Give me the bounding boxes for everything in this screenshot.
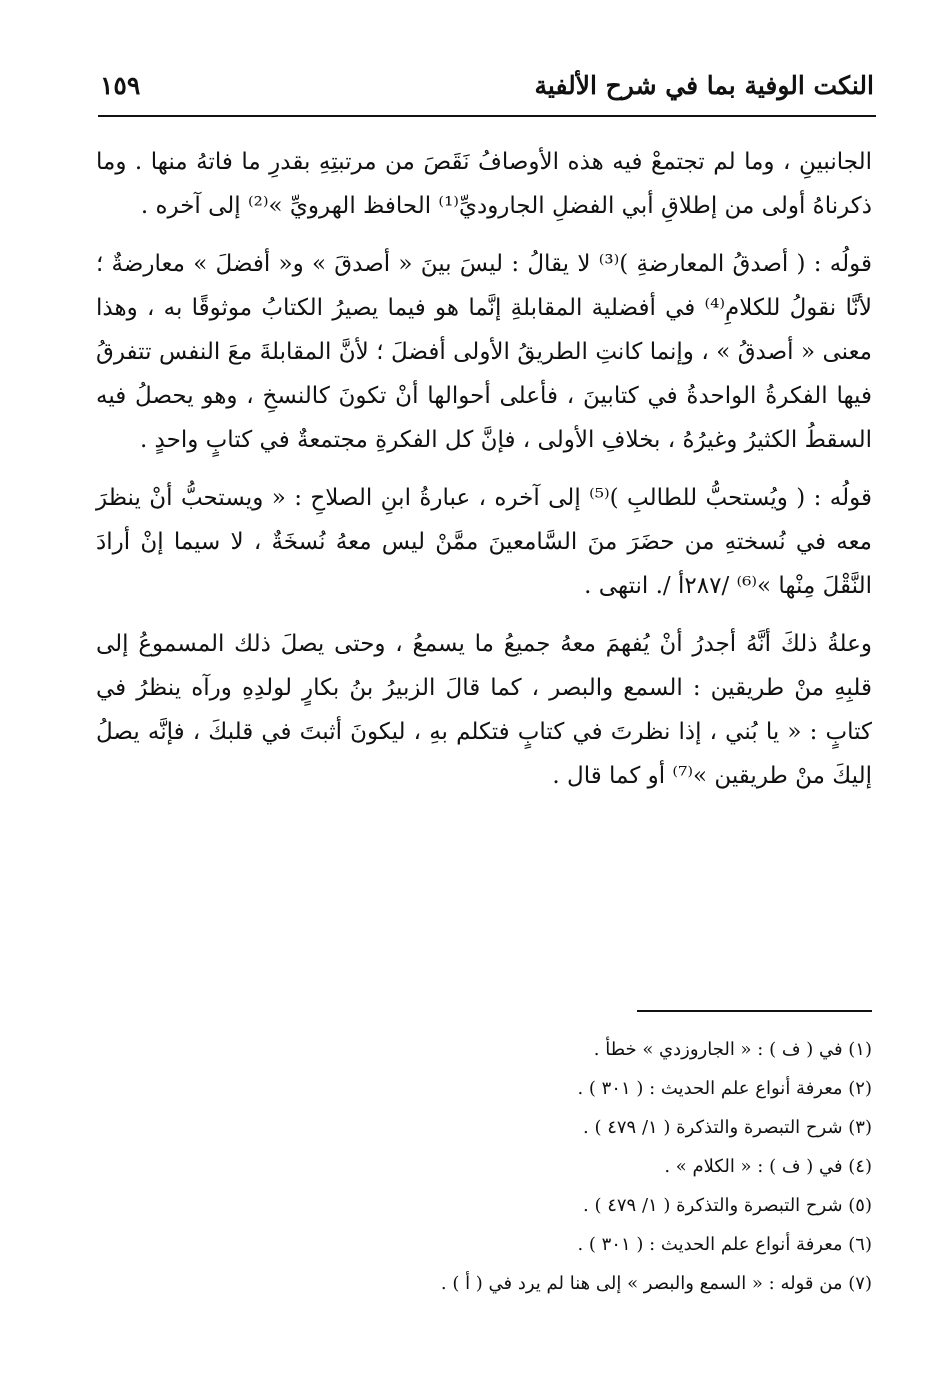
paragraph-2: قولُه : ( أصدقُ المعارضةِ )⁽³⁾ لا يقالُ : ليسَ بينَ « أصدقَ » و« أفضلَ » معارضةٌ ؛ لأنَّا نقولُ للكلامِ⁽⁴⁾ في أفضلية المقابلةِ إنَّما هو فيما يصيرُ الكتابُ موثوقًا به ، وهذا معنى « أصدقُ » ، وإنما كانتِ الطريقُ الأولى أفضلَ ؛ لأنَّ المقابلةَ معَ النفس تتفرقُ فيها الفكرةُ الواحدةُ في كتابينَ ، فأعلى أحوالها أنْ تكونَ كالنسخِ ، وهو يحصلُ فيه السقطُ الكثيرُ وغيرُهُ ، بخلافِ الأولى ، فإنَّ كل الفكرةِ مجتمعةٌ في كتابٍ واحدٍ .: [96, 251, 872, 453]
footnote-7: (٧) من قوله : « السمع والبصر » إلى هنا لم يرد في ( أ ) .: [440, 1273, 872, 1294]
running-title: النكت الوفية بما في شرح الألفية: [534, 70, 874, 100]
footnote-6: (٦) معرفة أنواع علم الحديث : ( ٣٠١ ) .: [577, 1234, 872, 1255]
footnotes: [96, 1030, 872, 1303]
page-header: [100, 62, 874, 108]
footnote-divider: [637, 1010, 872, 1012]
header-divider: [98, 115, 876, 117]
footnote-2: (٢) معرفة أنواع علم الحديث : ( ٣٠١ ) .: [577, 1078, 872, 1099]
main-text: [96, 140, 872, 812]
page-number: ١٥٩: [100, 70, 141, 100]
footnote-1: (١) في ( ف ) : « الجاروزدي » خطأ .: [593, 1039, 872, 1060]
paragraph-4: وعلةُ ذلكَ أنَّهُ أجدرُ أنْ يُفهمَ معهُ جميعُ ما يسمعُ ، وحتى يصلَ ذلك المسموعُ إلى قلبِهِ منْ طريقين : السمع والبصر ، كما قالَ الزبيرُ بنُ بكارٍ لولدِهِ ورآه ينظرُ في كتابٍ : « يا بُني ، إذا نظرتَ في كتابٍ فتكلم بهِ ، ليكونَ أثبتَ في قلبكَ ، فإنَّه يصلُ إليكَ منْ طريقين »⁽⁷⁾ أو كما قال .: [96, 631, 872, 789]
footnote-5: (٥) شرح التبصرة والتذكرة ( ١/ ٤٧٩ ) .: [583, 1195, 872, 1216]
paragraph-1: الجانبينِ ، وما لم تجتمعْ فيه هذه الأوصافُ نَقَصَ من مرتبتِهِ بقدرِ ما فاتهُ منها . وما ذكرناهُ أولى من إطلاقِ أبي الفضلِ الجاروديِّ⁽¹⁾ الحافظ الهرويِّ »⁽²⁾ إلى آخره .: [96, 149, 872, 219]
footnote-4: (٤) في ( ف ) : « الكلام » .: [664, 1156, 872, 1177]
footnote-3: (٣) شرح التبصرة والتذكرة ( ١/ ٤٧٩ ) .: [583, 1117, 872, 1138]
paragraph-3: قولُه : ( ويُستحبُّ للطالبِ )⁽⁵⁾ إلى آخره ، عبارةُ ابنِ الصلاحِ : « ويستحبُّ أنْ ينظرَ معه في نُسختهِ من حضَرَ منَ السَّامعينَ ممَّنْ ليس معهُ نُسخَةٌ ، لا سيما إنْ أرادَ النَّقْلَ مِنْها »⁽⁶⁾ /٢٨٧أ /. انتهى .: [96, 485, 872, 599]
